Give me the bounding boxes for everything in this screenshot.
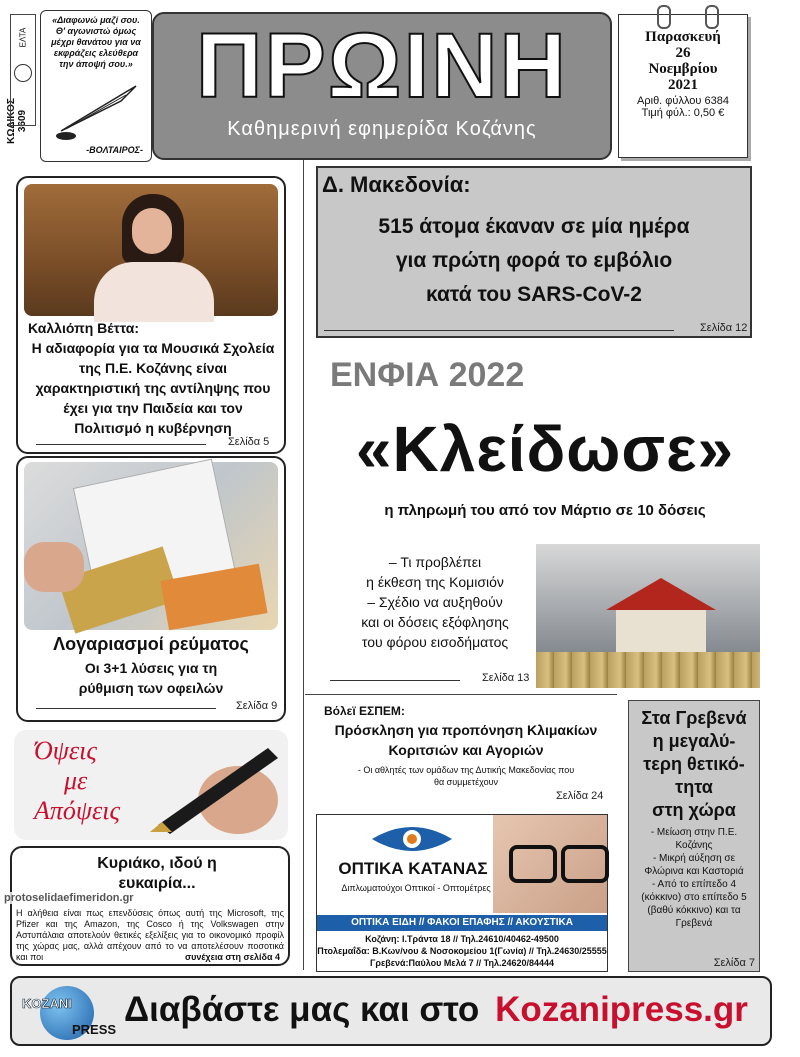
ad-bar: ΟΠΤΙΚΑ ΕΙΔΗ // ΦΑΚΟΙ ΕΠΑΦΗΣ // ΑΚΟΥΣΤΙΚΑ [317,915,607,931]
elta-circle-icon [14,64,32,82]
opinions-line2: με [64,766,88,795]
date-month: Νοεμβρίου [648,61,718,77]
ad-address: Πτολεμαΐδα: Β.Κων/νου & Νοσοκομείου 1(Γωνία) // Τηλ.24630/25555 [317,946,607,956]
bullet: - Μικρή αύξηση σε Φλώρινα και Καστοριά [644,853,744,877]
date-calendar [618,14,748,158]
page-ref: Σελίδα 7 [713,957,755,969]
headline-line: κατά του SARS-CoV-2 [426,283,642,306]
bullet: και οι δόσεις εξόφλησης [361,614,509,630]
date-number: 26 [675,45,691,61]
headline-line: τερη θετικό- [643,754,745,774]
headline-line: στη χώρα [652,800,736,820]
masthead [0,0,800,170]
side-code: ΚΩΔΙΚΟΣ 3609 [6,98,28,144]
story-kicker: Βόλεϊ ΕΣΠΕΜ: [324,704,405,718]
bullet: - Από το επίπεδο 4 (κόκκινο) στο επίπεδο 5 (βαθύ κόκκινο) και τα Γρεβενά [641,879,747,929]
story-sunday[interactable] [10,846,290,966]
story-headline: Πρόσκληση για προπόνηση Κλιμακίων Κοριτσιών και Αγοριών [334,722,598,758]
bullet: η έκθεση της Κομισιόν [366,574,504,590]
ring-icon [657,5,671,29]
story-subhead: Οι 3+1 λύσεις για τη ρύθμιση των οφειλών [78,660,224,696]
rule [36,444,206,445]
page-ref: Σελίδα 24 [556,790,604,802]
photo-house-coins [536,544,760,688]
quote-author: -ΒΟΛΤΑΙΡΟΣ- [86,145,143,155]
headline-line: τητα [675,777,713,797]
story-headline: Λογαριασμοί ρεύματος [53,634,249,654]
bullet: - Μείωση στην Π.Ε. Κοζάνης [650,827,738,851]
page-ref: Σελίδα 12 [700,322,748,334]
ad-address: Κοζάνη: Ι.Τράντα 18 // Τηλ.24610/40462-49500 [365,934,559,944]
photo-glasses [493,815,607,913]
page-ref: Σελίδα 9 [236,700,278,712]
headline-line: 515 άτομα έκαναν σε μία ημέρα [378,215,690,238]
footer-banner[interactable] [10,976,772,1046]
story-headline: Κυριάκο, ιδού η ευκαιρία... [97,855,217,892]
story-headline: «Κλείδωσε» [355,413,735,485]
ad-optika-katanas[interactable] [316,814,608,972]
opinions-line3: Απόψεις [34,796,121,825]
headline-line: Στα Γρεβενά [641,708,747,728]
ad-name: ΟΠΤΙΚΑ ΚΑΤΑΝΑΣ [338,859,488,878]
story-electricity-bills[interactable] [16,456,286,722]
opinions-line1: Όψεις [34,736,97,765]
story-kicker: ΕΝΦΙΑ 2022 [330,356,525,394]
divider-horizontal [305,694,617,695]
page-ref: Σελίδα 13 [482,672,530,684]
rule [36,708,216,709]
story-subhead: - Οι αθλητές των ομάδων της Δυτικής Μακεδονίας που θα συμμετέχουν [357,765,575,787]
bullet: του φόρου εισοδήματος [361,634,509,650]
watermark: protoselidaefimeridon.gr [4,892,134,904]
story-betta[interactable] [16,176,286,454]
voltaire-quote-box [40,10,152,162]
page-ref: Σελίδα 5 [228,436,270,448]
story-macedonia[interactable] [316,166,752,338]
logo-bottom: PRESS [72,1022,117,1037]
ad-tagline: Διπλωματούχοι Οπτικοί - Οπτομέτρες [341,883,491,893]
fountain-pen-icon [128,730,288,840]
footer-site-link[interactable]: Kozanipress.gr [495,990,748,1029]
opinions-banner[interactable] [14,730,288,840]
quote-text: «Διαφωνώ μαζί σου. Θ' αγωνιστώ όμως μέχρι θανάτου για να εκφράζεις ελεύθερα την άποψή σου.» [51,15,141,69]
rule [324,330,674,331]
column-divider [303,160,304,970]
story-grevena[interactable] [628,700,760,972]
ad-address: Γρεβενά:Παύλου Μελά 7 // Τηλ.24620/84444 [369,958,555,968]
story-body: Η αλήθεια είναι πως επενδύσεις όπως αυτή της Microsoft, της Pfizer και της Amazon, της Cosco ή της Volkswagen στην Αστυπάλαια αποτελούν θετικές εξελίξεις για το οικονομικό προφίλ της χώρας μας, αλλά απέχουν από το να αποτελέσουν ποσοτικά και ποι [16,908,284,962]
quill-icon [41,81,151,141]
headline-line: για πρώτη φορά το εμβόλιο [395,249,673,272]
story-volley[interactable] [316,700,616,804]
story-enfia[interactable] [310,346,780,690]
story-kicker: Δ. Μακεδονία: [322,172,471,197]
date-day: Παρασκευή [645,29,721,45]
issue-number: Αριθ. φύλλου 6384 [637,95,729,107]
continued-link[interactable]: συνέχεια στη σελίδα 4 [184,952,280,962]
eye-logo-icon [367,821,457,857]
footer-text: Διαβάστε μας και στο [124,990,480,1029]
rule [330,680,460,681]
logo-top: KOZANI [22,996,72,1011]
date-year: 2021 [668,77,698,93]
elta-logo: ΕΛΤΑ [10,14,36,126]
price: Τιμή φύλ.: 0,50 € [641,107,725,119]
bullet: – Τι προβλέπει [388,554,482,570]
masthead-title: ΠΡΩΙΝΗ [195,15,568,117]
kozanipress-logo [18,982,118,1042]
headline-line: η μεγαλύ- [652,731,736,751]
photo-betta [24,184,278,316]
story-kicker: Καλλιόπη Βέττα: [28,320,139,336]
title-panel [152,12,612,160]
ring-icon [705,5,719,29]
bullet: – Σχέδιο να αυξηθούν [367,594,503,610]
masthead-subtitle: Καθημερινή εφημερίδα Κοζάνης [227,118,537,140]
story-subhead: η πληρωμή του από τον Μάρτιο σε 10 δόσεις [384,502,706,519]
photo-bills [24,462,278,630]
story-headline: Η αδιαφορία για τα Μουσικά Σχολεία της Π.Ε. Κοζάνης είναι χαρακτηριστική της αντίληψης που έχει για την Παιδεία και τον Πολιτισμό η κυβέρνηση [31,340,275,436]
